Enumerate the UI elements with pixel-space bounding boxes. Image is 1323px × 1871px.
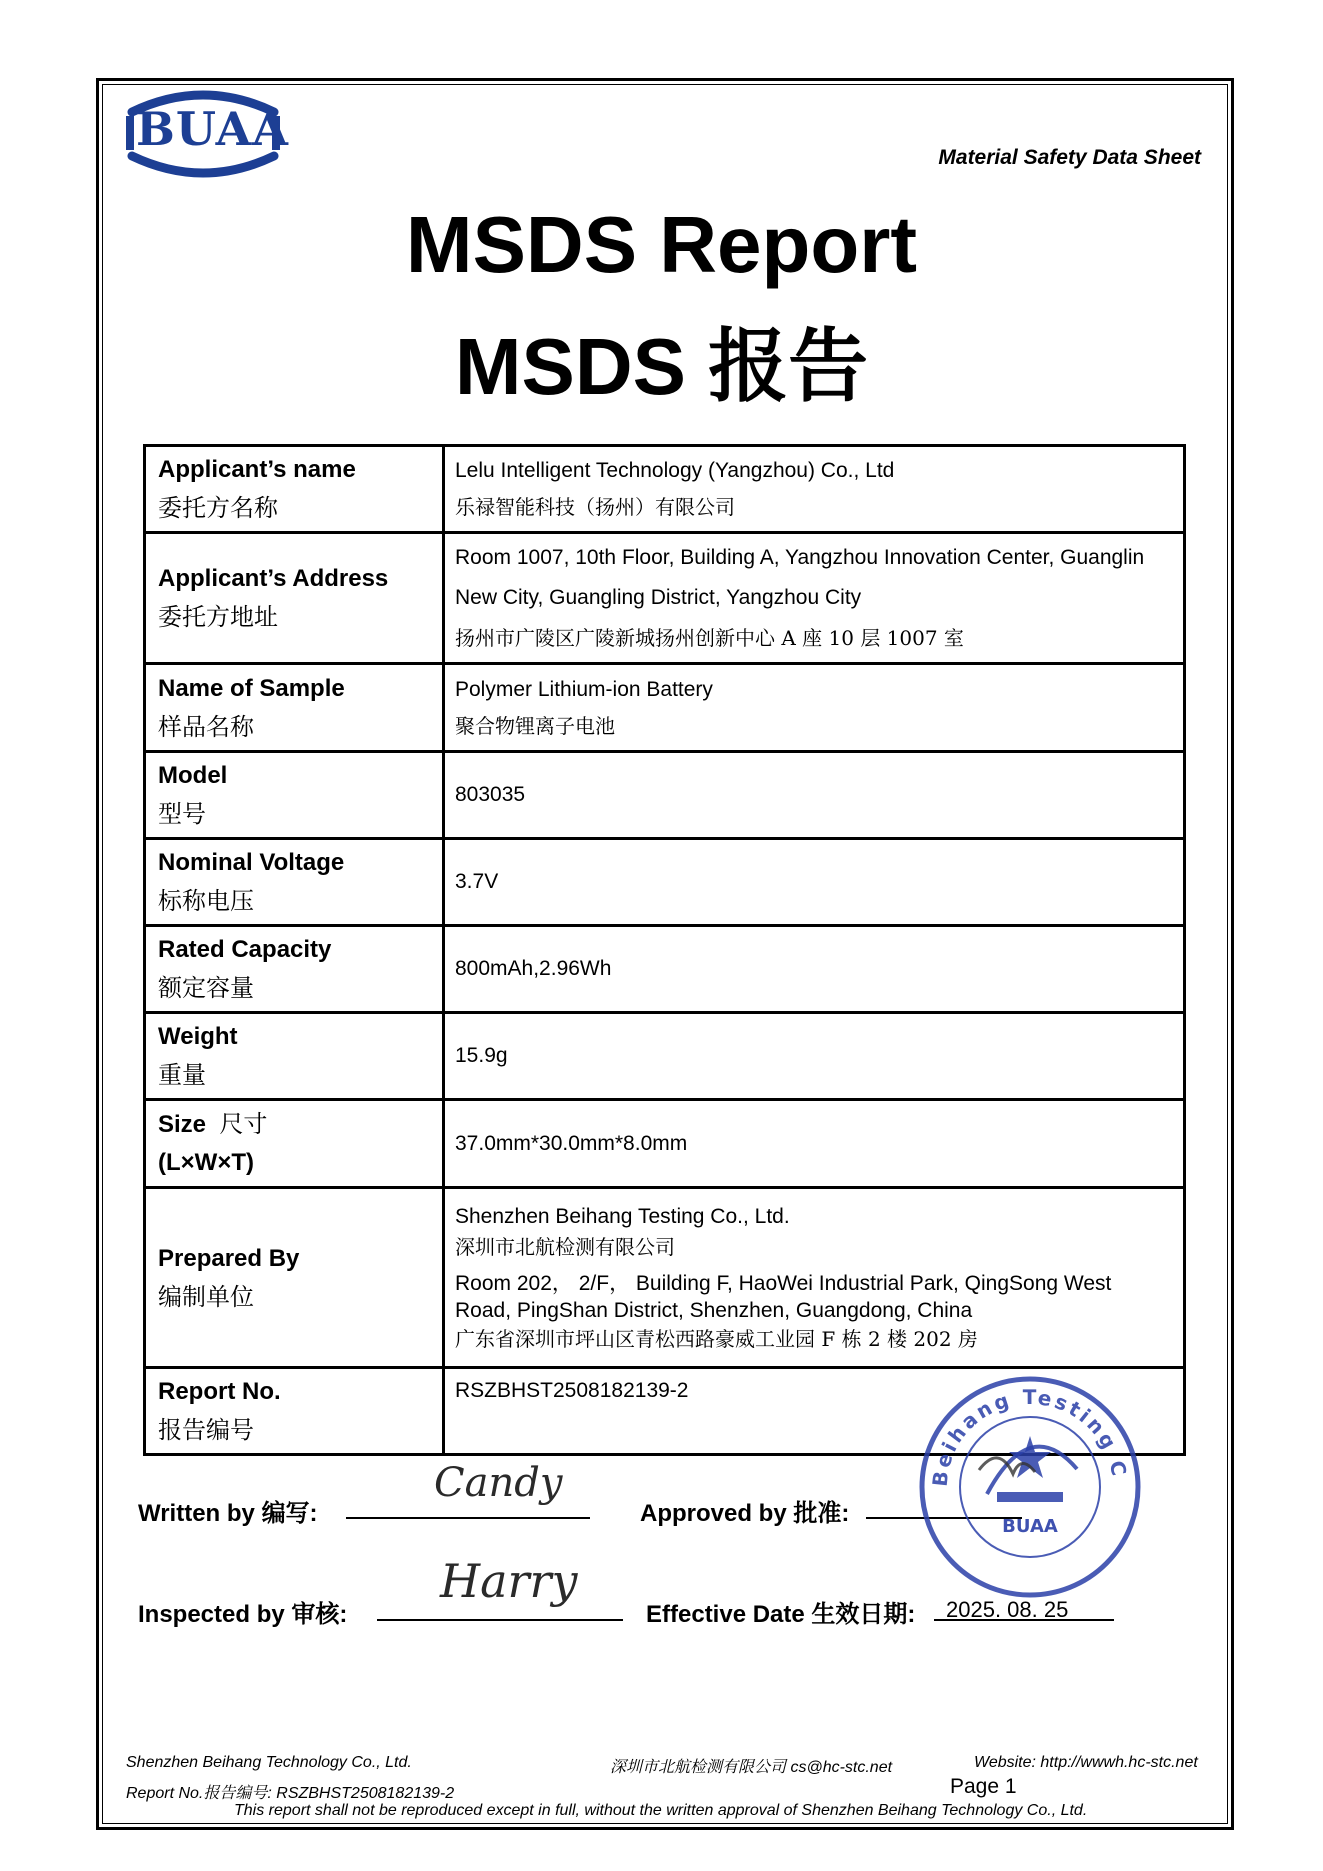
prepared-by-company-cn: 深圳市北航检测有限公司	[455, 1234, 675, 1259]
page-title-en: MSDS Report	[405, 200, 918, 289]
svg-text:Beihang Testing Co.: Beihang Testing C	[927, 1384, 1132, 1488]
label-cell	[145, 446, 444, 533]
size-dim-label: (L×W×T)	[158, 1149, 254, 1176]
prepared-by-company: Shenzhen Beihang Testing Co., Ltd.	[455, 1204, 790, 1228]
company-seal-stamp	[917, 1374, 1143, 1600]
table-row	[145, 1013, 1185, 1100]
size-label: Size	[158, 1111, 207, 1138]
footer-website: Website: http://wwwh.hc-stc.net	[974, 1754, 1198, 1771]
report-info-table	[143, 444, 1186, 1456]
model-label: Model	[158, 762, 228, 789]
value-cell	[444, 664, 1185, 752]
footer-report-no: Report No.报告编号: RSZBHST2508182139-2	[126, 1785, 455, 1802]
value-cell	[444, 533, 1185, 664]
inspected-by-signature: Harry	[440, 1554, 578, 1608]
label-cell	[145, 664, 444, 752]
model-label-cn: 型号	[158, 800, 206, 828]
label-cell	[145, 1013, 444, 1100]
label-cell	[145, 533, 444, 664]
applicant-name-value-cn: 乐禄智能科技（扬州）有限公司	[455, 495, 735, 519]
weight-label-cn: 重量	[158, 1061, 206, 1089]
footer-disclaimer: This report shall not be reproduced except in full, without the written approval of Shenzhen Beihang Technology Co., Ltd.	[234, 1802, 1088, 1819]
nominal-voltage-label-cn: 标称电压	[158, 887, 254, 915]
applicant-name-value: Lelu Intelligent Technology (Yangzhou) Co., Ltd	[455, 459, 895, 482]
size-value: 37.0mm*30.0mm*8.0mm	[444, 1100, 1185, 1188]
rated-capacity-label-cn: 额定容量	[158, 974, 254, 1002]
effective-date-label: Effective Date 生效日期:	[646, 1601, 916, 1628]
footer-company-cn-email: 深圳市北航检测有限公司 cs@hc-stc.net	[610, 1759, 893, 1776]
written-by-signature: Candy	[434, 1460, 563, 1506]
sample-name-value: Polymer Lithium-ion Battery	[455, 677, 713, 701]
applicant-address-line1: Room 1007, 10th Floor, Building A, Yangzhou Innovation Center, Guanglin	[455, 546, 1145, 569]
logo-text: BUAA	[136, 102, 289, 156]
label-cell	[145, 1100, 444, 1188]
nominal-voltage-label: Nominal Voltage	[158, 849, 345, 876]
applicant-address-line2: New City, Guangling District, Yangzhou City	[455, 586, 862, 609]
nominal-voltage-value: 3.7V	[444, 839, 1185, 926]
report-no-label: Report No.	[158, 1378, 281, 1405]
buaa-logo	[122, 86, 289, 178]
label-cell	[145, 1368, 444, 1455]
applicant-address-label-cn: 委托方地址	[158, 603, 278, 631]
label-cell	[145, 926, 444, 1013]
label-cell	[145, 839, 444, 926]
effective-date-value: 2025. 08. 25	[946, 1597, 1069, 1622]
prepared-by-address-line2: Road, PingShan District, Shenzhen, Guangdong, China	[455, 1298, 973, 1322]
stamp-center-text: BUAA	[1002, 1516, 1058, 1537]
written-by-line	[346, 1517, 590, 1519]
sample-name-label: Name of Sample	[158, 674, 345, 702]
weight-value: 15.9g	[444, 1013, 1185, 1100]
written-by-label: Written by 编写:	[138, 1500, 318, 1527]
inspected-by-line	[377, 1619, 623, 1621]
applicant-address-cn: 扬州市广陵区广陵新城扬州创新中心 A 座 10 层 1007 室	[455, 626, 964, 650]
table-row	[145, 446, 1185, 533]
table-row	[145, 1188, 1185, 1368]
sample-name-value-cn: 聚合物锂离子电池	[455, 713, 615, 738]
table-row	[145, 752, 1185, 839]
weight-label: Weight	[158, 1023, 238, 1050]
rated-capacity-value: 800mAh,2.96Wh	[444, 926, 1185, 1013]
applicant-name-label-cn: 委托方名称	[158, 494, 278, 522]
value-cell	[444, 1188, 1185, 1368]
prepared-by-address-cn: 广东省深圳市坪山区青松西路豪威工业园 F 栋 2 楼 202 房	[455, 1326, 978, 1351]
table-row	[145, 1100, 1185, 1188]
model-value: 803035	[444, 752, 1185, 839]
footer-company: Shenzhen Beihang Technology Co., Ltd.	[126, 1754, 412, 1771]
size-label-cn: 尺寸	[219, 1110, 268, 1138]
rated-capacity-label: Rated Capacity	[158, 936, 332, 963]
page-title-cn: MSDS 报告	[454, 322, 869, 411]
sample-name-label-cn: 样品名称	[158, 712, 254, 741]
inspected-by-label: Inspected by 审核:	[138, 1601, 348, 1628]
table-row	[145, 664, 1185, 752]
page-number: Page 1	[950, 1775, 1017, 1798]
applicant-name-label: Applicant’s name	[158, 456, 356, 483]
value-cell	[444, 446, 1185, 533]
table-row	[145, 926, 1185, 1013]
report-no-value: RSZBHST2508182139-2	[444, 1368, 1185, 1455]
label-cell	[145, 752, 444, 839]
label-cell	[145, 1188, 444, 1368]
table-row	[145, 839, 1185, 926]
prepared-by-label-cn: 编制单位	[158, 1282, 254, 1311]
prepared-by-address-line1: Room 202， 2/F， Building F, HaoWei Industrial Park, QingSong West	[455, 1271, 1112, 1295]
approved-by-label: Approved by 批准:	[640, 1500, 850, 1527]
document-subtitle: Material Safety Data Sheet	[938, 146, 1201, 169]
table-row	[145, 533, 1185, 664]
applicant-address-label: Applicant’s Address	[158, 565, 389, 592]
report-no-label-cn: 报告编号	[158, 1416, 254, 1444]
prepared-by-label: Prepared By	[158, 1244, 300, 1272]
